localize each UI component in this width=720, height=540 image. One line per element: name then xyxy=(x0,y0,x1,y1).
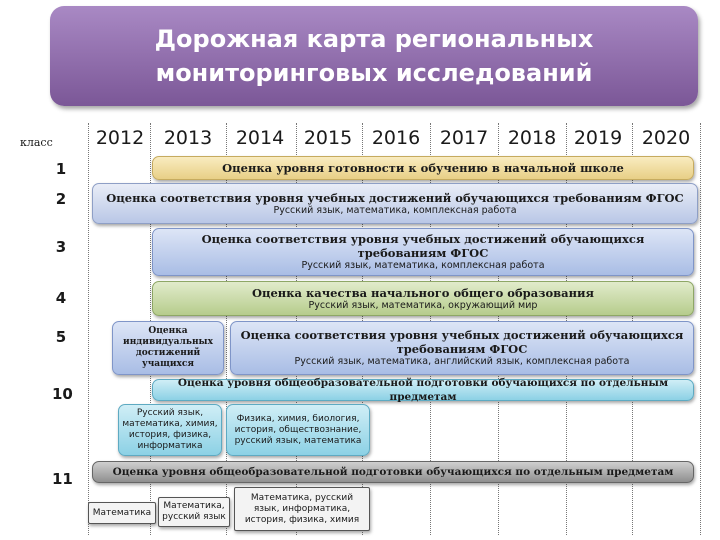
bar-grade-11-title: Оценка уровня общеобразовательной подготовки обучающихся по отдельным предметам xyxy=(112,466,674,478)
grade-11-subjects-box-1-text: Математика xyxy=(92,507,152,518)
year-2014: 2014 xyxy=(235,127,285,149)
title-banner xyxy=(50,6,698,106)
bar-grade-5-individual-line-1: Оценка xyxy=(148,326,188,336)
year-2016: 2016 xyxy=(371,127,421,149)
bar-grade-5-individual-line-4: учащихся xyxy=(141,359,195,369)
grade-11-subjects-box-3-line-3: история, физика, химия xyxy=(244,514,360,525)
grade-2: 2 xyxy=(55,190,67,208)
grade-5: 5 xyxy=(55,328,67,346)
bar-grade-2 xyxy=(92,183,698,224)
grade-10: 10 xyxy=(52,385,73,403)
bar-grade-5-individual xyxy=(112,321,224,375)
grade-10-subjects-box-2 xyxy=(226,404,370,456)
title-line-2: мониторинговых исследований xyxy=(155,59,593,87)
grade-10-subjects-box-2-line-3: русский язык, математика xyxy=(234,435,362,446)
grade-11-subjects-box-1 xyxy=(88,502,156,524)
bar-grade-3-title-1: Оценка соответствия уровня учебных достижений обучающихся xyxy=(201,232,645,246)
grade-11-subjects-box-3-line-2: язык, информатика, xyxy=(253,503,351,514)
bar-grade-3 xyxy=(152,228,694,276)
year-2017: 2017 xyxy=(439,127,489,149)
bar-grade-1-title: Оценка уровня готовности к обучению в начальной школе xyxy=(222,161,624,175)
grade-10-subjects-box-2-line-1: Физика, химия, биология, xyxy=(236,413,360,424)
bar-grade-5-individual-line-2: индивидуальных xyxy=(123,337,213,347)
bar-grade-4-subjects: Русский язык, математика, окружающий мир xyxy=(308,299,538,311)
grade-11-subjects-box-2 xyxy=(158,497,230,527)
bar-grade-5-individual-line-3: достижений xyxy=(135,348,201,358)
bar-grade-3-subjects: Русский язык, математика, комплексная работа xyxy=(301,260,545,271)
bar-grade-1 xyxy=(152,156,694,180)
bar-grade-10 xyxy=(152,379,694,401)
grade-10-subjects-box-1-line-1: Русский язык, xyxy=(136,408,204,418)
bar-grade-5-title-1: Оценка соответствия уровня учебных достижений обучающихся xyxy=(240,328,684,342)
year-2013: 2013 xyxy=(163,127,213,149)
bar-grade-11 xyxy=(92,461,694,483)
year-header xyxy=(0,123,720,153)
grade-3: 3 xyxy=(55,238,67,256)
grade-11-subjects-box-2-line-1: Математика, xyxy=(163,501,225,511)
grade-10-subjects-box-1-line-2: математика, химия, xyxy=(122,419,218,429)
title-line-1: Дорожная карта региональных xyxy=(154,25,594,53)
grade-4: 4 xyxy=(55,289,67,307)
grade-1: 1 xyxy=(55,160,67,178)
grid-line xyxy=(700,123,701,535)
grade-10-subjects-box-1 xyxy=(118,404,222,456)
bar-grade-4-title: Оценка качества начального общего образования xyxy=(251,285,595,300)
bar-grade-5-subjects: Русский язык, математика, английский язык, комплексная работа xyxy=(294,356,630,367)
bar-grade-2-title: Оценка соответствия уровня учебных достижений обучающихся требованиям ФГОС xyxy=(106,190,684,205)
grade-10-subjects-box-2-line-2: история, обществознание, xyxy=(234,424,362,435)
bar-grade-3-title-2: требованиям ФГОС xyxy=(357,246,489,260)
grade-10-subjects-box-1-line-4: информатика xyxy=(137,441,203,451)
grade-11-subjects-box-3 xyxy=(234,487,370,531)
bar-grade-10-title: Оценка уровня общеобразовательной подготовки обучающихся по отдельным предметам xyxy=(177,377,669,403)
bar-grade-2-subjects: Русский язык, математика, комплексная работа xyxy=(273,204,517,216)
grade-11: 11 xyxy=(52,470,73,488)
year-2015: 2015 xyxy=(303,127,353,149)
year-2012: 2012 xyxy=(95,127,145,149)
year-2020: 2020 xyxy=(641,127,691,149)
grade-10-subjects-box-1-line-3: история, физика, xyxy=(128,430,212,440)
grade-11-subjects-box-3-line-1: Математика, русский xyxy=(250,492,354,503)
grid-line xyxy=(88,123,89,535)
bar-grade-5 xyxy=(230,321,694,375)
grade-11-subjects-box-2-line-2: русский язык xyxy=(162,512,226,522)
klass-label: класс xyxy=(20,136,53,149)
year-2019: 2019 xyxy=(573,127,623,149)
bar-grade-5-title-2: требованиям ФГОС xyxy=(396,342,528,356)
year-2018: 2018 xyxy=(507,127,557,149)
bar-grade-4 xyxy=(152,281,694,316)
